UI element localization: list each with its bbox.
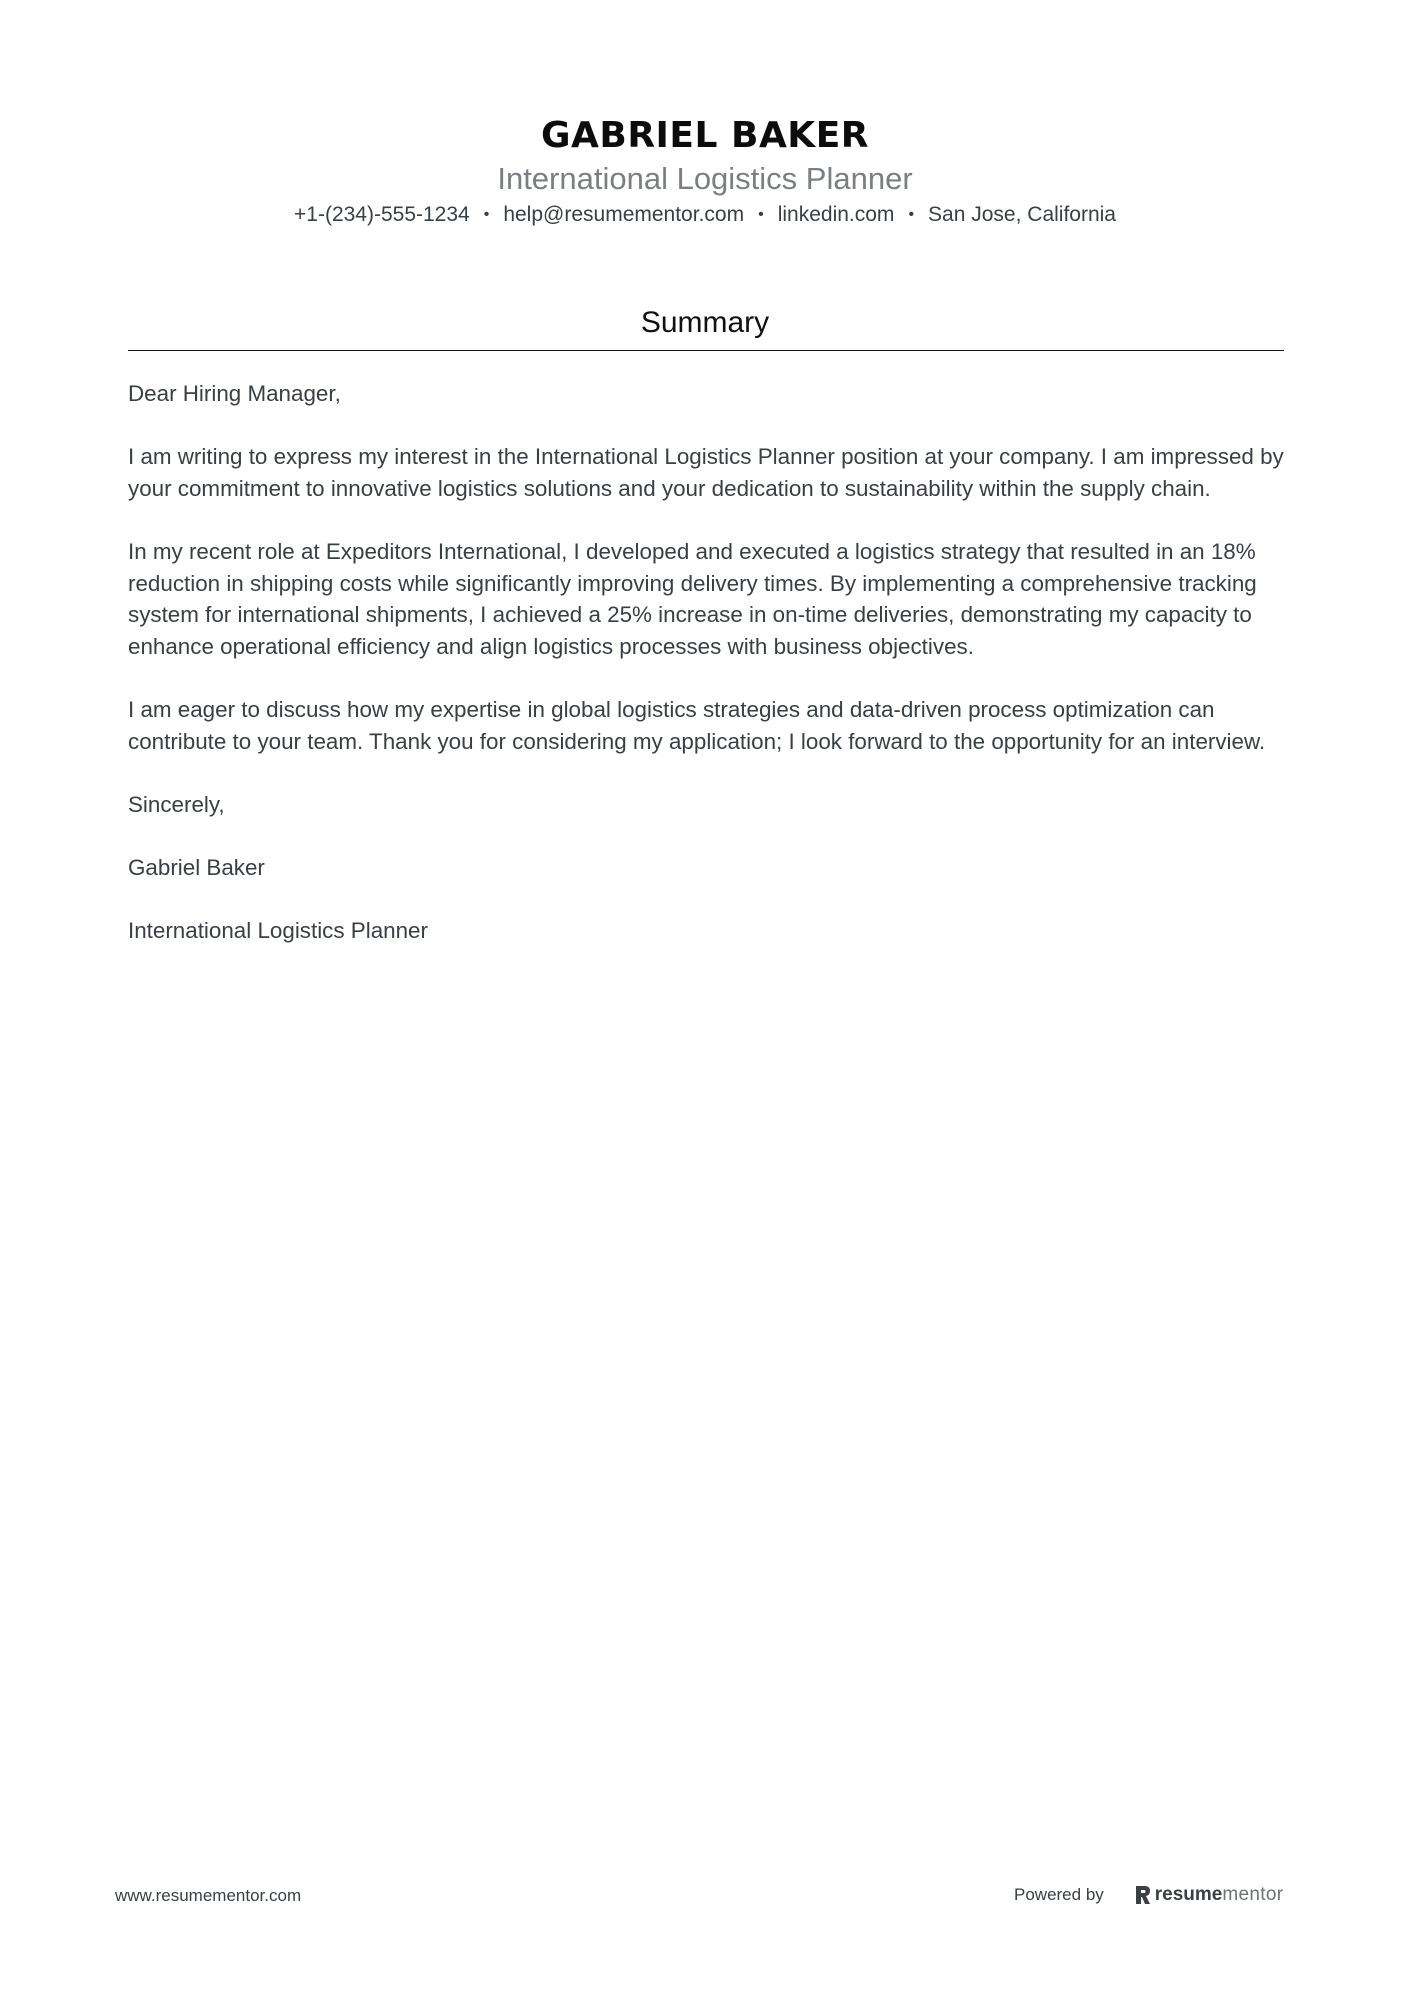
- section-divider: [128, 350, 1284, 351]
- letter-paragraph-3: I am eager to discuss how my expertise in global logistics strategies and data-driven process optimization can contribute to your team. Thank you for considering my application; I look forward to the opportunity for an interview.: [128, 696, 1266, 754]
- separator-dot: •: [483, 206, 490, 223]
- brand-text-mentor: mentor: [1222, 1884, 1284, 1905]
- job-title: International Logistics Planner: [497, 161, 913, 196]
- resumementor-logo-icon: [1134, 1884, 1152, 1906]
- powered-by-label: Powered by: [1014, 1885, 1104, 1904]
- footer-powered-by: [1014, 1880, 1283, 1910]
- letter-closing: Sincerely,: [128, 791, 225, 817]
- contact-email[interactable]: help@resumementor.com: [503, 203, 745, 226]
- contact-phone: +1-(234)-555-1234: [294, 203, 470, 226]
- brand-text-resume: resume: [1154, 1884, 1223, 1905]
- footer-website[interactable]: www.resumementor.com: [115, 1886, 302, 1905]
- resumementor-logo[interactable]: [1134, 1884, 1284, 1906]
- contact-line: [0, 200, 1410, 230]
- candidate-name: GABRIEL BAKER: [540, 115, 870, 156]
- letter-paragraph-1: I am writing to express my interest in the International Logistics Planner position at your company. I am impressed by your commitment to innovative logistics solutions and your dedication to sustainability within the supply chain.: [128, 444, 1284, 501]
- separator-dot: •: [758, 206, 764, 223]
- section-title-summary: Summary: [640, 306, 770, 339]
- signature-title: International Logistics Planner: [128, 918, 428, 944]
- letter-body: [128, 378, 1284, 978]
- header: [0, 112, 1410, 230]
- contact-location: San Jose, California: [928, 203, 1116, 226]
- letter-greeting: Dear Hiring Manager,: [128, 381, 341, 406]
- contact-linkedin[interactable]: linkedin.com: [777, 203, 895, 226]
- separator-dot: •: [908, 206, 915, 223]
- signature-name: Gabriel Baker: [128, 854, 265, 880]
- letter-paragraph-2: In my recent role at Expeditors International, I developed and executed a logistics strategy that resulted in an 18% reduction in shipping costs while significantly improving delivery times. By implementing a comprehensive tracking system for international shipments, I achieved a 25% increase in on-time deliveries, demonstrating my capacity to enhance operational efficiency and align logistics processes with business objectives.: [128, 538, 1257, 659]
